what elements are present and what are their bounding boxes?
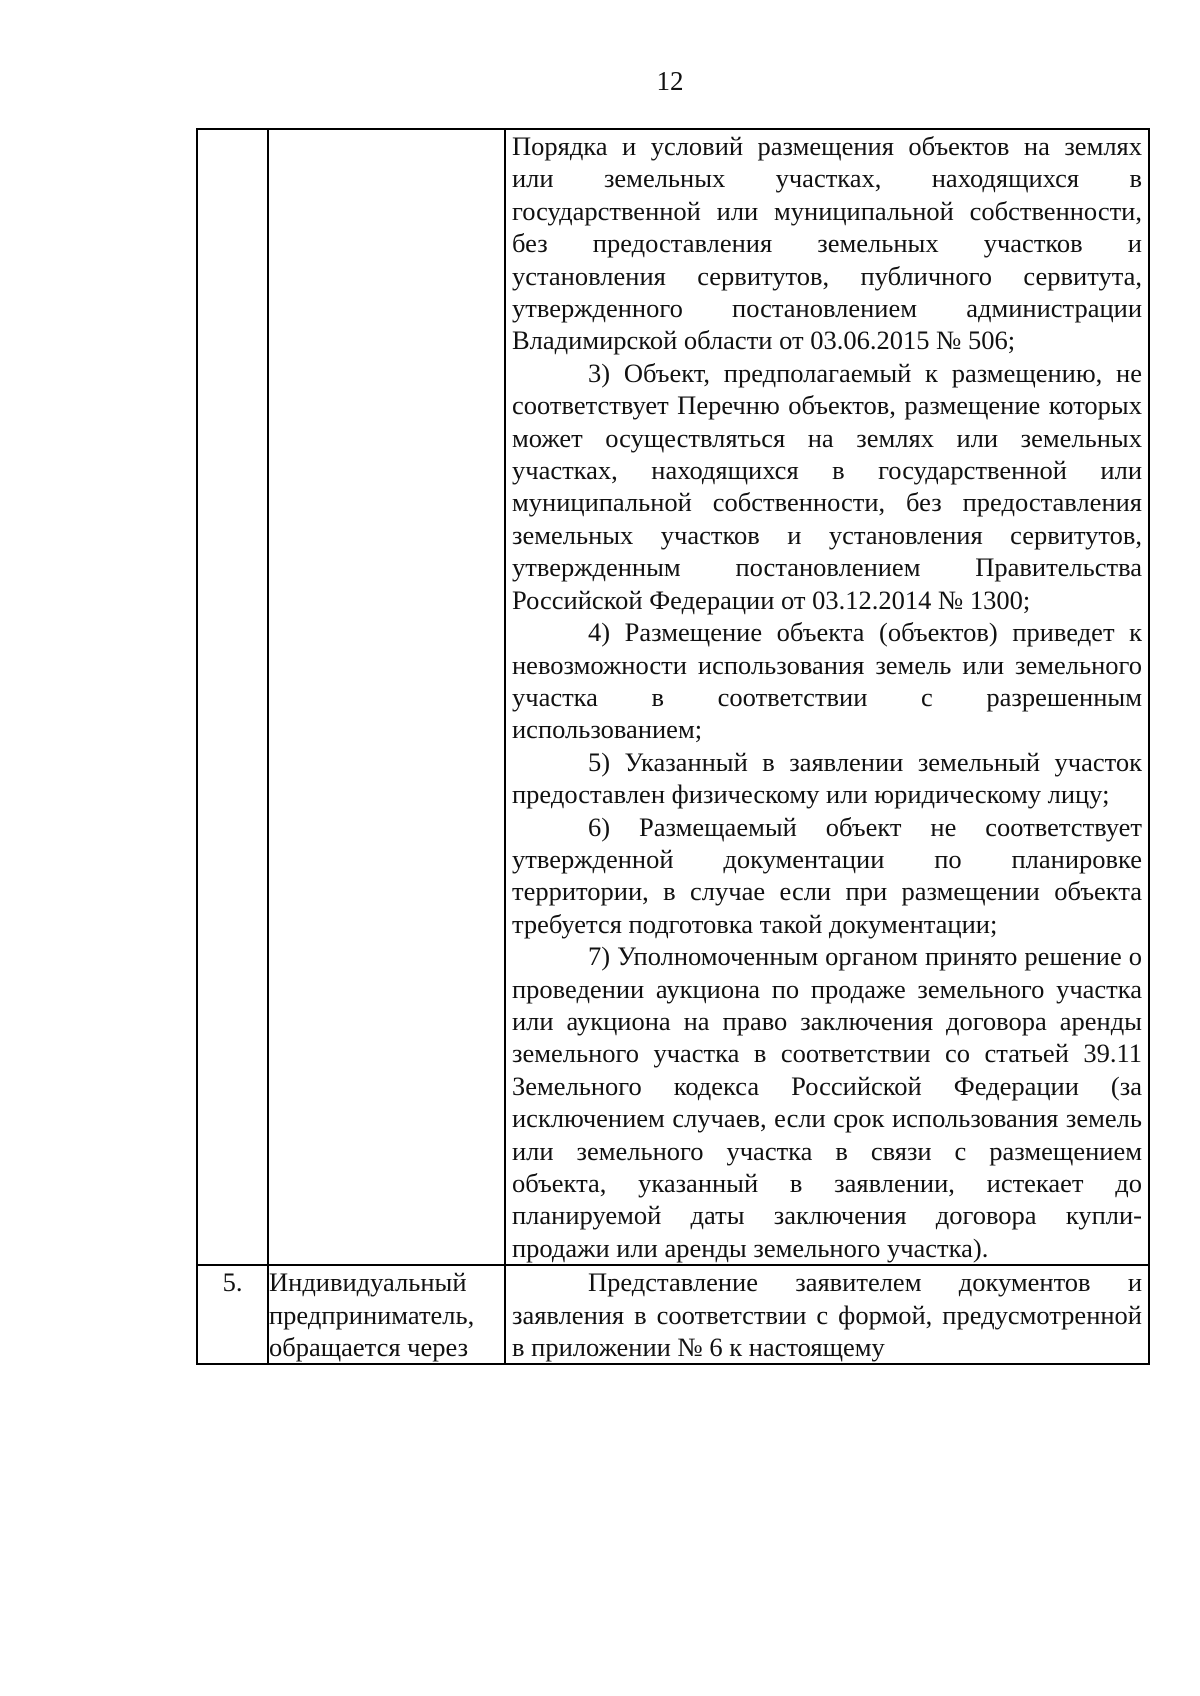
row-subject-cell: [268, 129, 505, 1265]
paragraph: 6) Размещаемый объект не соответствует утвержденной документации по планировке территории, в случае если при размещении объекта требуется подготовка такой документации;: [512, 811, 1142, 939]
row-number-cell: 5.: [197, 1265, 268, 1364]
row-text-cell: [505, 129, 1149, 1265]
row-number-cell: [197, 129, 268, 1265]
paragraph: Порядка и условий размещения объектов на землях или земельных участках, находящихся в государственной или муниципальной собственности, без предоставления земельных участков и установления сервитутов, публичного сервитута, утвержденного постановлением администрации Владимирской области от 03.06.2015 № 506;: [512, 131, 1142, 356]
row-text-cell: [505, 1265, 1149, 1364]
refusal-grounds-text: [506, 130, 1148, 1264]
paragraph: 5) Указанный в заявлении земельный участок предоставлен физическому или юридическому лицу;: [512, 746, 1142, 810]
applicant-category-text: Индивидуальный предприниматель, обращается через: [269, 1267, 475, 1363]
paragraph: 4) Размещение объекта (объектов) приведет к невозможности использования земель или земельного участка в соответствии с разрешенным использованием;: [512, 617, 1142, 745]
table-row-5: [197, 1265, 1149, 1364]
paragraph: Представление заявителем документов и заявления в соответствии с формой, предусмотренной в приложении № 6 к настоящему: [512, 1267, 1142, 1363]
application-procedure-text: [506, 1266, 1148, 1363]
paragraph: 7) Уполномоченным органом принято решение о проведении аукциона по продаже земельного участка или аукциона на право заключения договора аренды земельного участка в соответствии со статьей 39.11 Земельного кодекса Российской Федерации (за исключением случаев, если срок использования земель или земельного участка в связи с размещением объекта, указанный в заявлении, истекает до планируемой даты заключения договора купли-продажи или аренды земельного участка).: [512, 941, 1142, 1263]
applicant-category-cell: [268, 1265, 505, 1364]
table-row-continued: [197, 129, 1149, 1265]
page-number: 12: [656, 66, 684, 96]
paragraph: 3) Объект, предполагаемый к размещению, не соответствует Перечню объектов, размещение которых может осуществляться на землях или земельных участках, находящихся в государственной или муниципальной собственности, без предоставления земельных участков и установления сервитутов, утвержденным постановлением Правительства Российской Федерации от 03.12.2014 № 1300;: [512, 357, 1142, 615]
variants-table: [196, 128, 1150, 1365]
